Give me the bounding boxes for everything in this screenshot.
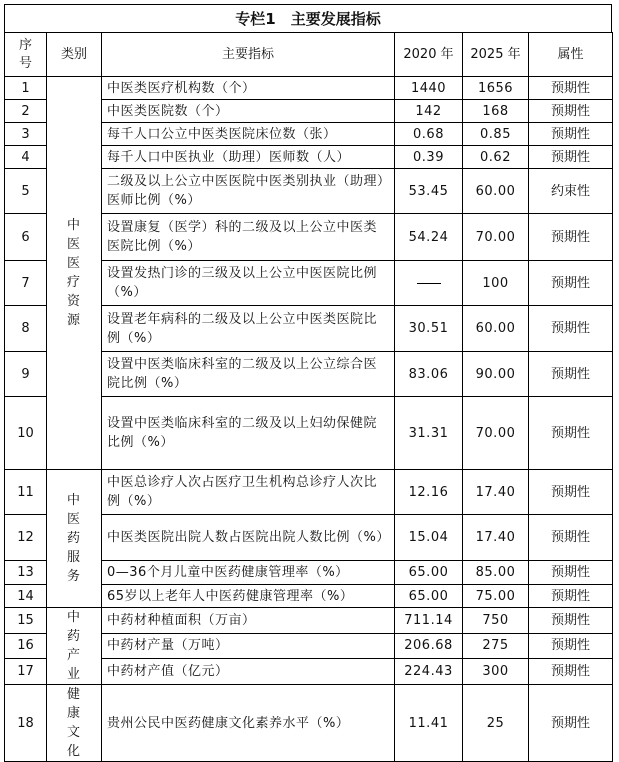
attribute-cell: 预期性 [529,585,613,608]
table-row [5,608,613,634]
value-2020-cell [395,261,463,306]
row-number: 14 [5,585,47,608]
indicator-cell: 中药材产值（亿元） [102,659,395,685]
row-number: 7 [5,261,47,306]
row-number: 6 [5,214,47,261]
row-number: 3 [5,123,47,146]
indicator-cell: 0—36个月儿童中医药健康管理率（%） [102,561,395,585]
row-number: 8 [5,306,47,352]
value-2025-cell: 750 [463,608,529,634]
value-2020-cell: 12.16 [395,470,463,515]
value-2025-cell: 25 [463,685,529,762]
header-no: 序号 [5,33,47,77]
value-2025-cell: 168 [463,100,529,123]
value-2020-cell: 0.39 [395,146,463,169]
value-2020-cell: 11.41 [395,685,463,762]
value-2025-cell: 100 [463,261,529,306]
value-2020-cell: 54.24 [395,214,463,261]
table-row [5,77,613,100]
indicator-cell: 设置老年病科的二级及以上公立中医类医院比例（%） [102,306,395,352]
row-number: 13 [5,561,47,585]
row-number: 11 [5,470,47,515]
attribute-cell: 预期性 [529,352,613,397]
indicator-cell: 中药材产量（万吨） [102,633,395,659]
attribute-cell: 预期性 [529,515,613,561]
attribute-cell: 预期性 [529,659,613,685]
row-number: 17 [5,659,47,685]
attribute-cell: 预期性 [529,146,613,169]
header-attribute: 属性 [529,33,613,77]
row-number: 9 [5,352,47,397]
value-2020-cell: 142 [395,100,463,123]
indicator-cell: 二级及以上公立中医医院中医类别执业（助理）医师比例（%） [102,169,395,214]
indicator-cell: 设置康复（医学）科的二级及以上公立中医类医院比例（%） [102,214,395,261]
value-2025-cell: 90.00 [463,352,529,397]
value-2020-cell: 65.00 [395,561,463,585]
value-2025-cell: 85.00 [463,561,529,585]
value-2025-cell: 70.00 [463,214,529,261]
indicator-cell: 贵州公民中医药健康文化素养水平（%） [102,685,395,762]
row-number: 2 [5,100,47,123]
value-2020-cell: 1440 [395,77,463,100]
value-2020-cell: 15.04 [395,515,463,561]
row-number: 10 [5,397,47,470]
indicator-cell: 中药材种植面积（万亩） [102,608,395,634]
indicator-cell: 每千人口中医执业（助理）医师数（人） [102,146,395,169]
table-row [5,685,613,762]
attribute-cell: 预期性 [529,685,613,762]
value-2020-cell: 711.14 [395,608,463,634]
attribute-cell: 预期性 [529,470,613,515]
value-2025-cell: 0.62 [463,146,529,169]
attribute-cell: 预期性 [529,306,613,352]
value-2025-cell: 75.00 [463,585,529,608]
table-title: 专栏1 主要发展指标 [4,4,612,32]
category-cell: 中医医疗资源 [47,77,102,470]
row-number: 1 [5,77,47,100]
value-2020-cell: 53.45 [395,169,463,214]
row-number: 4 [5,146,47,169]
indicator-cell: 设置中医类临床科室的二级及以上妇幼保健院比例（%） [102,397,395,470]
attribute-cell: 预期性 [529,561,613,585]
value-2020-cell: 83.06 [395,352,463,397]
value-2025-cell: 300 [463,659,529,685]
value-2025-cell: 17.40 [463,515,529,561]
attribute-cell: 预期性 [529,77,613,100]
header-row [5,33,613,77]
indicators-table [4,32,613,762]
value-2025-cell: 0.85 [463,123,529,146]
attribute-cell: 预期性 [529,261,613,306]
value-2025-cell: 1656 [463,77,529,100]
indicator-cell: 中医类医疗机构数（个） [102,77,395,100]
row-number: 16 [5,633,47,659]
attribute-cell: 约束性 [529,169,613,214]
attribute-cell: 预期性 [529,123,613,146]
attribute-cell: 预期性 [529,100,613,123]
attribute-cell: 预期性 [529,633,613,659]
attribute-cell: 预期性 [529,214,613,261]
category-cell: 中药产业 [47,608,102,685]
indicator-cell: 中医类医院数（个） [102,100,395,123]
attribute-cell: 预期性 [529,608,613,634]
value-2025-cell: 60.00 [463,169,529,214]
category-cell: 健康文化 [47,685,102,762]
value-2025-cell: 70.00 [463,397,529,470]
header-indicator: 主要指标 [102,33,395,77]
value-2020-cell: 30.51 [395,306,463,352]
row-number: 5 [5,169,47,214]
value-2020-cell: 206.68 [395,633,463,659]
header-2020: 2020 年 [395,33,463,77]
value-2020-cell: 65.00 [395,585,463,608]
row-number: 18 [5,685,47,762]
row-number: 12 [5,515,47,561]
category-cell: 中医药服务 [47,470,102,608]
value-2020-cell: 31.31 [395,397,463,470]
value-2025-cell: 60.00 [463,306,529,352]
indicator-cell: 每千人口公立中医类医院床位数（张） [102,123,395,146]
indicator-cell: 设置发热门诊的三级及以上公立中医医院比例（%） [102,261,395,306]
attribute-cell: 预期性 [529,397,613,470]
value-2025-cell: 275 [463,633,529,659]
header-2025: 2025 年 [463,33,529,77]
header-category: 类别 [47,33,102,77]
value-2020-cell: 0.68 [395,123,463,146]
table-row [5,470,613,515]
value-2020-cell: 224.43 [395,659,463,685]
empty-dash [417,283,441,284]
indicator-cell: 中医总诊疗人次占医疗卫生机构总诊疗人次比例（%） [102,470,395,515]
indicator-cell: 65岁以上老年人中医药健康管理率（%） [102,585,395,608]
value-2025-cell: 17.40 [463,470,529,515]
indicator-cell: 设置中医类临床科室的二级及以上公立综合医院比例（%） [102,352,395,397]
row-number: 15 [5,608,47,634]
indicator-cell: 中医类医院出院人数占医院出院人数比例（%） [102,515,395,561]
